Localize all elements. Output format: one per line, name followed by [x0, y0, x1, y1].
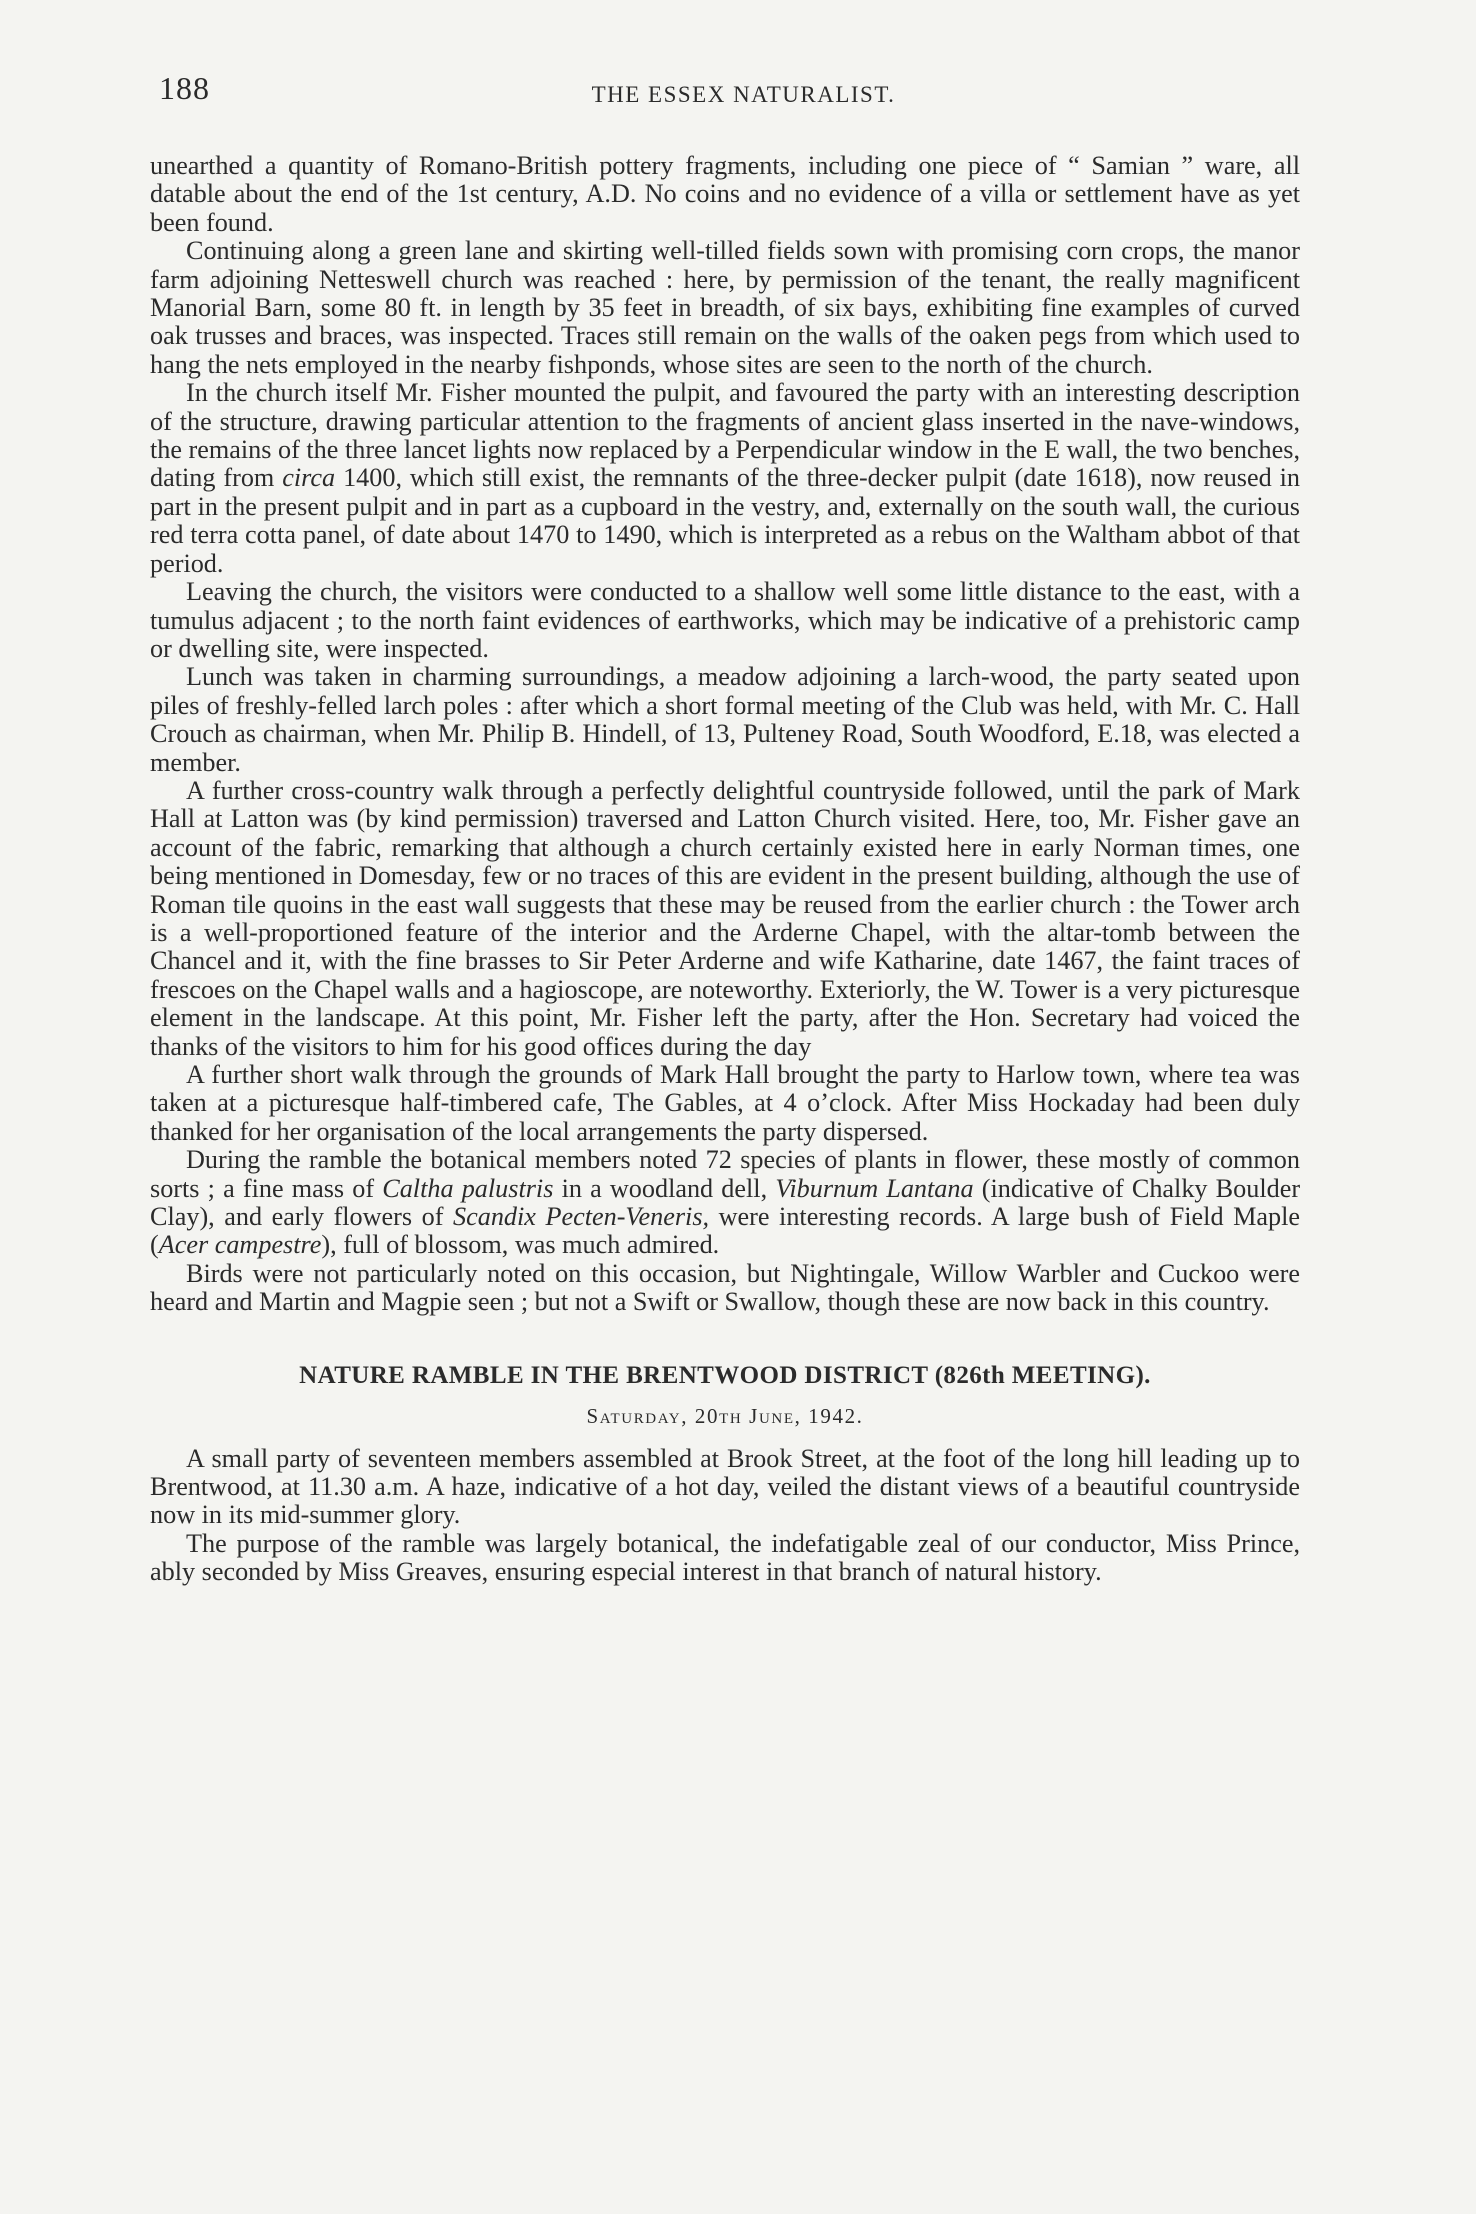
- paragraph-church: [150, 379, 1300, 578]
- paragraph-botany: [150, 1146, 1300, 1260]
- paragraph-latton-church: A further cross-country walk through a perfectly delightful countryside followed, until the park of Mark Hall at Latton was (by kind permission) traversed and Latton Church visited. Here, too, Mr. Fisher gave an account of the fabric, remarking that although a church certainly existed here in early Norman times, one being mentioned in Domesday, few or no traces of this are evident in the present building, although the use of Roman tile quoins in the east wall suggests that these may be reused from the earlier church : the Tower arch is a well-proportioned feature of the interior and the Arderne Chapel, with the altar-tomb between the Chancel and it, with the fine brasses to Sir Peter Arderne and wife Katharine, date 1467, the faint traces of frescoes on the Chapel walls and a hagioscope, are noteworthy. Exteriorly, the W. Tower is a very picturesque element in the landscape. At this point, Mr. Fisher left the party, after the Hon. Secretary had voiced the thanks of the visitors to him for his good offices during the day: [150, 775, 1300, 1061]
- page-header: [159, 70, 1318, 120]
- botany-viburnum: Viburnum Lantana: [775, 1173, 974, 1203]
- botany-acer: Acer campestre: [158, 1230, 322, 1260]
- botany-text-5: ), full of blossom, was much admired.: [321, 1230, 720, 1260]
- section-heading: NATURE RAMBLE IN THE BRENTWOOD DISTRICT (826th MEETING).: [299, 1361, 1151, 1389]
- section-date: [150, 1401, 1300, 1431]
- paragraph-brentwood-purpose: The purpose of the ramble was largely botanical, the indefatigable zeal of our conductor, Miss Prince, ably seconded by Miss Greaves, ensuring especial interest in that branch of natural history.: [150, 1528, 1300, 1587]
- paragraph-lunch: Lunch was taken in charming surroundings, a meadow adjoining a larch-wood, the party seated upon piles of freshly-felled larch poles : after which a short formal meeting of the Club was held, with Mr. C. Hall Crouch as chairman, when Mr. Philip B. Hindell, of 13, Pulteney Road, South Woodford, E.18, was elected a member.: [150, 662, 1300, 777]
- paragraph-brentwood-assembly: A small party of seventeen members assembled at Brook Street, at the foot of the long hill leading up to Brentwood, at 11.30 a.m. A haze, indicative of a hot day, veiled the distant views of a beautiful countryside now in its mid-summer glory.: [150, 1443, 1300, 1530]
- botany-text-4: were interesting records. A large bush of Field Maple (: [150, 1202, 1300, 1260]
- running-head: THE ESSEX NATURALIST.: [591, 82, 896, 107]
- section-date-day: Saturday: [586, 1403, 682, 1428]
- church-text-circa: circa: [282, 463, 336, 493]
- botany-scandix: Scandix Pecten-Veneris,: [453, 1202, 710, 1232]
- section-date-rest: , 20th June, 1942.: [681, 1403, 864, 1428]
- botany-caltha: Caltha palustris: [382, 1173, 554, 1203]
- paragraph-harlow-tea: A further short walk through the grounds of Mark Hall brought the party to Harlow town, where tea was taken at a picturesque half-timbered cafe, The Gables, at 4 o’clock. After Miss Hockaday had been duly thanked for her organisation of the local arrangements the party dispersed.: [150, 1060, 1300, 1146]
- paragraph-pottery: unearthed a quantity of Romano-British pottery fragments, including one piece of “ Samian ” ware, all datable about the end of the 1st century, A.D. No coins and no evidence of a villa or settlement have as yet been found.: [150, 151, 1300, 237]
- paragraph-well: Leaving the church, the visitors were conducted to a shallow well some little distance to the east, with a tumulus adjacent ; to the north faint evidences of earthworks, which may be indicative of a prehistoric camp or dwelling site, were inspected.: [150, 577, 1300, 663]
- article-body: [150, 152, 1300, 1587]
- church-text-1: In the church itself Mr. Fisher mounted the pulpit, and favoured the party with an interesting description of the structure, drawing particular attention to the fragments of ancient glass inserted in the nave-windows, the remains of the three lancet lights now replaced by a Perpendicular window in the E wall, the two benches, dating from: [150, 378, 1300, 493]
- botany-text-2: in a woodland dell,: [561, 1173, 768, 1203]
- page-number: 188: [159, 70, 210, 106]
- botany-text-3: (indicative of Chalky Boulder Clay), and early flowers of: [150, 1173, 1301, 1232]
- paragraph-birds: Birds were not particularly noted on this occasion, but Nightingale, Willow Warbler and Cuckoo were heard and Martin and Magpie seen ; but not a Swift or Swallow, though these are now back in this country.: [150, 1258, 1300, 1317]
- botany-text-1: During the ramble the botanical members noted 72 species of plants in flower, these mostly of common sorts ; a fine mass of: [150, 1145, 1300, 1203]
- paragraph-manorial-barn: Continuing along a green lane and skirting well-tilled fields sown with promising corn crops, the manor farm adjoining Netteswell church was reached : here, by permission of the tenant, the really magnificent Manorial Barn, some 80 ft. in length by 35 feet in breadth, of six bays, exhibiting fine examples of curved oak trusses and braces, was inspected. Traces still remain on the walls of the oaken pegs from which used to hang the nets employed in the nearby fishponds, whose sites are seen to the north of the church.: [150, 236, 1300, 379]
- church-text-2: 1400, which still exist, the remnants of the three-decker pulpit (date 1618), now reused in part in the present pulpit and in part as a cupboard in the vestry, and, externally on the south wall, the curious red terra cotta panel, of date about 1470 to 1490, which is interpreted as a rebus on the Waltham abbot of that period.: [150, 463, 1301, 578]
